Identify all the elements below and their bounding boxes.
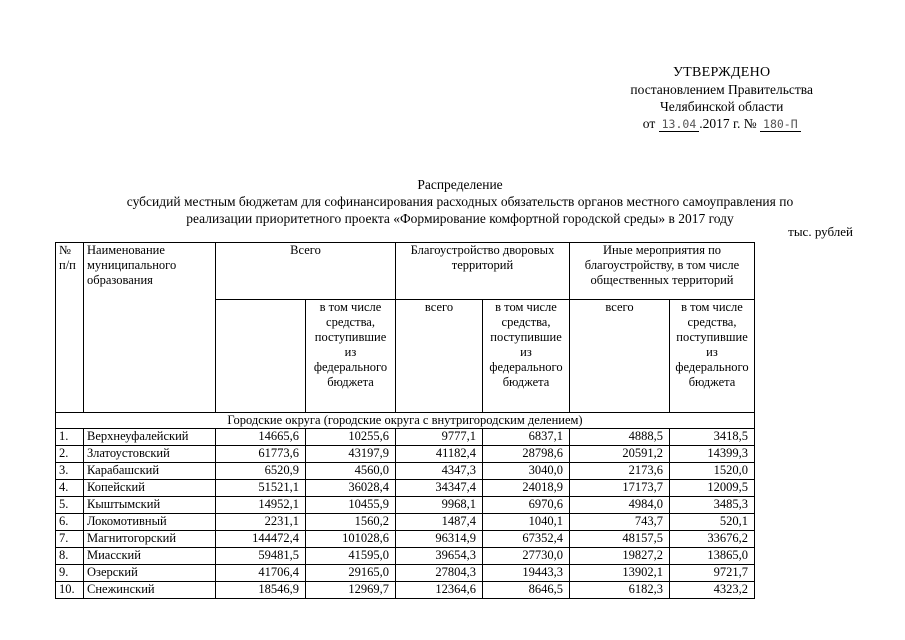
approval-date-line <box>630 115 813 133</box>
row-total-fed: 1560,2 <box>306 514 396 531</box>
approval-stamp <box>630 64 813 133</box>
row-index: 8. <box>56 548 84 565</box>
row-index: 7. <box>56 531 84 548</box>
row-other: 17173,7 <box>570 480 670 497</box>
row-other-fed: 4323,2 <box>670 582 755 599</box>
section-row <box>56 413 755 429</box>
row-total: 41706,4 <box>216 565 306 582</box>
row-total: 59481,5 <box>216 548 306 565</box>
row-other: 4984,0 <box>570 497 670 514</box>
row-total-fed: 36028,4 <box>306 480 396 497</box>
row-total-fed: 10255,6 <box>306 429 396 446</box>
header-total-fed: в том числе средства, поступившие из федерального бюджета <box>306 300 396 413</box>
approval-date-prefix: от <box>642 116 656 131</box>
approval-number: 180-П <box>760 117 801 132</box>
row-municipality: Миасский <box>84 548 216 565</box>
table-row <box>56 429 755 446</box>
row-municipality: Копейский <box>84 480 216 497</box>
row-municipality: Озерский <box>84 565 216 582</box>
row-municipality: Снежинский <box>84 582 216 599</box>
table-row <box>56 480 755 497</box>
header-other-all: всего <box>570 300 670 413</box>
header-other: Иные мероприятия по благоустройству, в том числе общественных территорий <box>570 243 755 300</box>
row-yards: 96314,9 <box>396 531 483 548</box>
table-row <box>56 497 755 514</box>
row-yards-fed: 6970,6 <box>483 497 570 514</box>
row-other: 6182,3 <box>570 582 670 599</box>
row-other-fed: 3418,5 <box>670 429 755 446</box>
table-row <box>56 565 755 582</box>
subsidy-table <box>55 242 755 599</box>
row-yards: 39654,3 <box>396 548 483 565</box>
row-total: 51521,1 <box>216 480 306 497</box>
row-municipality: Кыштымский <box>84 497 216 514</box>
table-body <box>56 429 755 599</box>
row-other-fed: 33676,2 <box>670 531 755 548</box>
approval-heading: УТВЕРЖДЕНО <box>672 65 771 80</box>
approval-line-1: постановлением Правительства <box>630 82 813 97</box>
row-yards-fed: 3040,0 <box>483 463 570 480</box>
row-yards: 4347,3 <box>396 463 483 480</box>
title-line-2: субсидий местным бюджетам для софинансирования расходных обязательств органов местного самоуправления по <box>126 194 794 209</box>
row-other: 13902,1 <box>570 565 670 582</box>
row-other: 743,7 <box>570 514 670 531</box>
row-yards-fed: 28798,6 <box>483 446 570 463</box>
row-other-fed: 14399,3 <box>670 446 755 463</box>
row-other-fed: 12009,5 <box>670 480 755 497</box>
row-total-fed: 41595,0 <box>306 548 396 565</box>
row-municipality: Локомотивный <box>84 514 216 531</box>
row-total-fed: 10455,9 <box>306 497 396 514</box>
title-line-1: Распределение <box>417 177 503 192</box>
row-total-fed: 12969,7 <box>306 582 396 599</box>
row-other-fed: 3485,3 <box>670 497 755 514</box>
approval-date: 13.04 <box>659 117 700 132</box>
row-yards: 12364,6 <box>396 582 483 599</box>
row-yards: 9777,1 <box>396 429 483 446</box>
row-municipality: Верхнеуфалейский <box>84 429 216 446</box>
approval-year: .2017 г. № <box>699 116 757 131</box>
row-yards-fed: 6837,1 <box>483 429 570 446</box>
header-name: Наименование муниципального образования <box>84 243 216 413</box>
row-other-fed: 9721,7 <box>670 565 755 582</box>
row-other: 19827,2 <box>570 548 670 565</box>
row-total: 14665,6 <box>216 429 306 446</box>
row-index: 5. <box>56 497 84 514</box>
row-municipality: Карабашский <box>84 463 216 480</box>
row-other: 4888,5 <box>570 429 670 446</box>
table-row <box>56 582 755 599</box>
row-index: 6. <box>56 514 84 531</box>
row-total: 18546,9 <box>216 582 306 599</box>
row-total: 14952,1 <box>216 497 306 514</box>
row-yards-fed: 8646,5 <box>483 582 570 599</box>
table-row <box>56 446 755 463</box>
row-yards-fed: 24018,9 <box>483 480 570 497</box>
header-row-1 <box>56 243 755 300</box>
row-yards: 34347,4 <box>396 480 483 497</box>
units-label: тыс. рублей <box>788 224 853 239</box>
row-yards-fed: 27730,0 <box>483 548 570 565</box>
row-yards-fed: 67352,4 <box>483 531 570 548</box>
row-index: 9. <box>56 565 84 582</box>
row-yards: 9968,1 <box>396 497 483 514</box>
header-total: Всего <box>216 243 396 300</box>
row-yards-fed: 19443,3 <box>483 565 570 582</box>
row-index: 4. <box>56 480 84 497</box>
row-municipality: Магнитогорский <box>84 531 216 548</box>
row-total-fed: 101028,6 <box>306 531 396 548</box>
row-other-fed: 1520,0 <box>670 463 755 480</box>
header-num: № п/п <box>56 243 84 413</box>
row-municipality: Златоустовский <box>84 446 216 463</box>
header-yards-fed: в том числе средства, поступившие из федерального бюджета <box>483 300 570 413</box>
table-row <box>56 548 755 565</box>
row-index: 2. <box>56 446 84 463</box>
row-yards: 1487,4 <box>396 514 483 531</box>
row-index: 10. <box>56 582 84 599</box>
row-yards: 41182,4 <box>396 446 483 463</box>
header-other-fed: в том числе средства, поступившие из федерального бюджета <box>670 300 755 413</box>
row-other: 48157,5 <box>570 531 670 548</box>
row-yards-fed: 1040,1 <box>483 514 570 531</box>
row-total-fed: 4560,0 <box>306 463 396 480</box>
approval-line-2: Челябинской области <box>660 99 784 114</box>
row-other-fed: 13865,0 <box>670 548 755 565</box>
row-index: 3. <box>56 463 84 480</box>
row-total: 2231,1 <box>216 514 306 531</box>
row-yards: 27804,3 <box>396 565 483 582</box>
table-row <box>56 463 755 480</box>
table-row <box>56 531 755 548</box>
document-title <box>60 176 860 227</box>
section-label: Городские округа (городские округа с внутригородским делением) <box>56 413 755 429</box>
row-total: 144472,4 <box>216 531 306 548</box>
title-line-3: реализации приоритетного проекта «Формирование комфортной городской среды» в 2017 году <box>186 211 734 226</box>
row-total-fed: 43197,9 <box>306 446 396 463</box>
header-total-all <box>216 300 306 413</box>
row-total: 6520,9 <box>216 463 306 480</box>
table-row <box>56 514 755 531</box>
header-yards-all: всего <box>396 300 483 413</box>
row-index: 1. <box>56 429 84 446</box>
row-other: 2173,6 <box>570 463 670 480</box>
row-other: 20591,2 <box>570 446 670 463</box>
header-yards: Благоустройство дворовых территорий <box>396 243 570 300</box>
row-total-fed: 29165,0 <box>306 565 396 582</box>
row-total: 61773,6 <box>216 446 306 463</box>
row-other-fed: 520,1 <box>670 514 755 531</box>
